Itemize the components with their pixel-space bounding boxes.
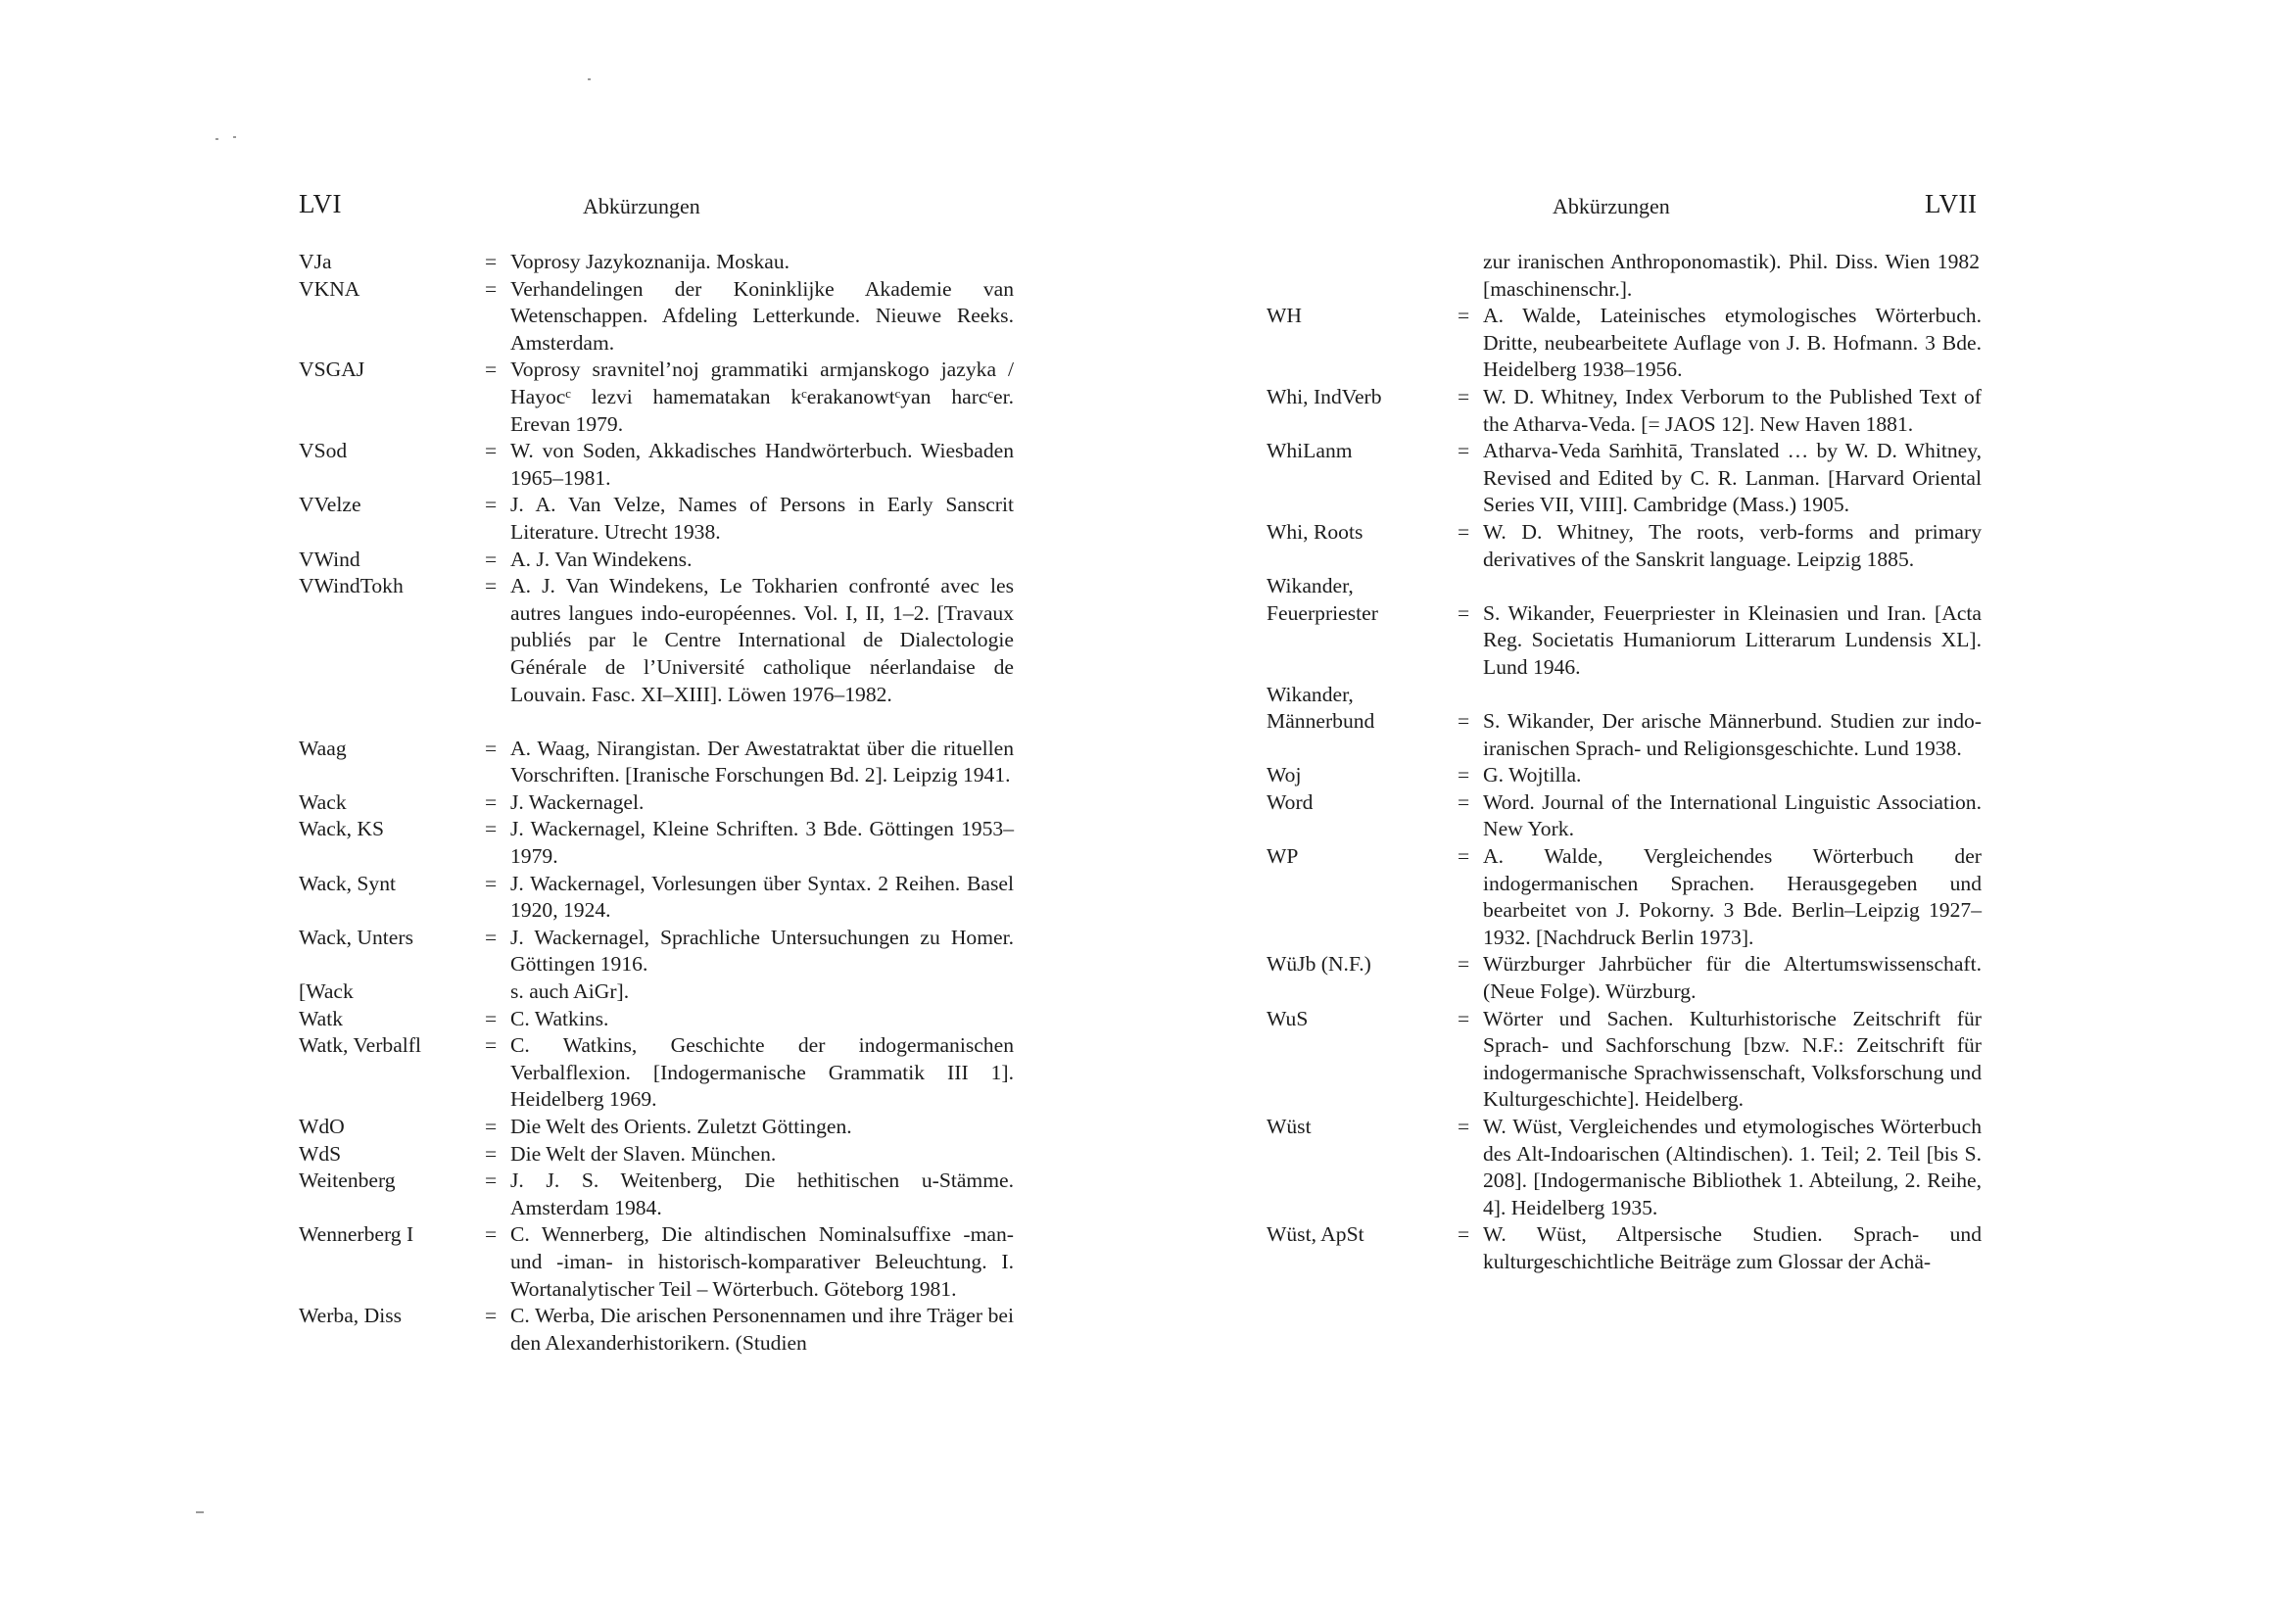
equals-sign: = [485,493,498,517]
entry-definition: C. Watkins. [510,1006,609,1030]
entry-wack-ks [299,816,1014,870]
equals-sign: = [1458,1006,1470,1030]
entry-definition: J. Wackernagel, Vorlesungen über Syntax. 2 Reihen. Basel 1920, 1924. [510,871,1014,923]
entry-abbr: WP [1267,844,1299,869]
equals-spacer [485,978,510,1006]
entry-definition: W. D. Whitney, Index Verborum to the Published Text of the Atharva-Veda. [= JAOS 12]. New Haven 1881. [1483,384,1982,436]
entry-abbr: Whi, IndVerb [1267,384,1382,408]
entry-abbr: VKNA [299,276,360,301]
entry-weitenberg [299,1168,1014,1221]
entry-abbr: Weitenberg [299,1169,396,1193]
entry-abbr: Watk [299,1006,344,1030]
entry-abbr: Wack, Unters [299,925,413,949]
entry-abbr: Wack, Synt [299,871,397,895]
entry-waag [299,736,1014,789]
entry-abbr: Watk, Verbalfl [299,1033,421,1058]
entry-watk-verbalfl [299,1032,1014,1114]
equals-sign: = [1458,709,1470,734]
entry-definition: G. Wojtilla. [1483,763,1582,787]
equals-sign: = [1458,1115,1470,1138]
entry-definition: S. Wikander, Feuerpriester in Kleinasien und Iran. [Acta Reg. Societatis Humaniorum Litterarum Lundensis XL]. Lund 1946. [1483,600,1982,679]
entry-definition: A. Walde, Vergleichendes Wörterbuch der indogermanischen Sprachen. Herausgegeben und bearbeitet von J. Pokorny. 3 Bde. Berlin–Leipzig 1927–1932. [Nachdruck Berlin 1973]. [1483,844,1982,949]
entry-vsgaj [299,357,1014,438]
entry-abbr: Wüst [1267,1115,1312,1138]
entry-definition: W. D. Whitney, The roots, verb-forms and primary derivatives of the Sanskrit language. Leipzig 1885. [1483,519,1982,571]
entry-abbr: WdS [299,1141,342,1166]
entry-abbr: [Wack [299,979,354,1004]
abbreviation-list [1267,249,1982,1276]
entry-definition: J. Wackernagel, Kleine Schriften. 3 Bde. Göttingen 1953–1979. [510,817,1014,869]
entry-word [1267,789,1982,843]
equals-sign: = [485,276,498,301]
equals-sign: = [485,817,498,841]
equals-sign: = [485,574,498,598]
equals-sign: = [1458,384,1470,408]
equals-sign: = [1458,952,1470,977]
entry-wennerberg [299,1221,1014,1303]
entry-wds [299,1141,1014,1169]
page-number: LVII [1925,189,1978,218]
entry-definition: Würzburger Jahrbücher für die Altertumswissenschaft. (Neue Folge). Würzburg. [1483,952,1982,1004]
entry-abbr: Wack [299,789,347,814]
entry-wh [1267,303,1982,384]
entry-definition: Wörter und Sachen. Kulturhistorische Zeitschrift für Sprach- und Sachforschung [bzw. N.F.: Zeitschrift für indogermanische Sprachwissenschaft, Volksforschung und Kulturgeschichte]. Heidelberg. [1483,1006,1982,1112]
entry-wikander-feuerpriester [1267,573,1982,681]
entry-wujb [1267,951,1982,1005]
entry-definition: Verhandelingen der Koninklijke Akademie van Wetenschappen. Afdeling Letterkunde. Nieuwe Reeks. Amsterdam. [510,276,1014,355]
entry-vvelze [299,492,1014,546]
equals-sign: = [1458,789,1470,814]
entry-abbr: VWind [299,547,360,571]
equals-sign: = [1458,763,1470,787]
entry-vwind [299,547,1014,574]
entry-definition: J. Wackernagel, Sprachliche Untersuchungen zu Homer. Göttingen 1916. [510,925,1014,977]
entry-wack-synt [299,871,1014,925]
equals-sign: = [485,736,498,760]
equals-sign: = [485,358,498,382]
entry-vkna [299,276,1014,358]
entry-vja [299,249,1014,276]
entry-abbr: VSGAJ [299,358,365,382]
entry-wikander-maennerbund [1267,682,1982,763]
running-head: Abkürzungen [583,194,700,218]
entry-wack-unters [299,925,1014,978]
entry-definition: A. J. Van Windekens. [510,547,693,571]
equals-sign: = [485,1033,498,1058]
equals-sign: = [485,439,498,463]
entry-wuest-apst [1267,1221,1982,1275]
entry-werba-diss [299,1303,1014,1357]
entry-abbr: Wikander, Männerbund [1267,682,1375,734]
equals-sign: = [485,925,498,949]
entry-abbr: Wennerberg I [299,1222,414,1247]
entry-definition: J. A. Van Velze, Names of Persons in Early Sanscrit Literature. Utrecht 1938. [510,493,1014,544]
entry-definition: A. Walde, Lateinisches etymologisches Wörterbuch. Dritte, neubearbeitete Auflage von J. B. Hofmann. 3 Bde. Heidelberg 1938–1956. [1483,304,1982,382]
entry-definition: Die Welt der Slaven. München. [510,1141,777,1166]
entry-abbr: VJa [299,250,332,273]
entry-whi-indverb [1267,384,1982,438]
entry-abbr: VSod [299,439,348,463]
entry-definition: W. von Soden, Akkadisches Handwörterbuch. Wiesbaden 1965–1981. [510,439,1014,490]
entry-definition: s. auch AiGr]. [510,979,630,1004]
abbreviation-list [299,249,1014,1357]
entry-definition: Atharva-Veda Saṁhitā, Translated … by W. D. Whitney, Revised and Edited by C. R. Lanman. [Harvard Oriental Series VII, VIII]. Cambridge (Mass.) 1905. [1483,439,1982,517]
entry-abbr: WuS [1267,1006,1309,1030]
page-number: LVI [299,189,343,218]
entry-definition: Die Welt des Orients. Zuletzt Göttingen. [510,1115,852,1138]
entry-definition: A. Waag, Nirangistan. Der Awestatraktat über die rituellen Vorschriften. [Iranische Forschungen Bd. 2]. Leipzig 1941. [510,736,1014,787]
equals-sign: = [485,1222,498,1247]
entry-abbr: WhiLanm [1267,439,1353,463]
entry-definition: C. Werba, Die arischen Personennamen und ihre Träger bei den Alexanderhistorikern. (Studien [510,1304,1014,1355]
entry-abbr: Woj [1267,763,1302,787]
entry-abbr: WH [1267,304,1302,328]
entry-abbr: Wüst, ApSt [1267,1222,1364,1247]
entry-watk [299,1006,1014,1033]
equals-sign: = [1458,600,1470,625]
entry-abbr: VVelze [299,493,361,517]
equals-sign: = [1458,304,1470,328]
equals-sign: = [485,547,498,571]
equals-sign: = [1458,1222,1470,1247]
entry-whi-roots [1267,519,1982,573]
equals-sign: = [485,1169,498,1193]
entry-wus [1267,1006,1982,1114]
equals-sign: = [485,1141,498,1166]
entry-abbr: VWindTokh [299,574,404,598]
equals-sign: = [1458,519,1470,544]
entry-whilanm [1267,438,1982,519]
entry-definition: Voprosy Jazykoznanija. Moskau. [510,250,790,273]
entry-wack-see-also [299,978,1014,1006]
entry-vwindtokh [299,573,1014,708]
entry-abbr: Werba, Diss [299,1304,403,1328]
equals-sign: = [1458,439,1470,463]
entry-definition: J. J. S. Weitenberg, Die hethitischen u-Stämme. Amsterdam 1984. [510,1169,1014,1219]
entry-definition: C. Wennerberg, Die altindischen Nominalsuffixe -man- und -iman- in historisch-komparativer Beleuchtung. I. Wortanalytischer Teil – Wörterbuch. Göteborg 1981. [510,1222,1014,1301]
entry-vsod [299,438,1014,492]
entry-wp [1267,843,1982,951]
entry-definition: A. J. Van Windekens, Le Tokharien confronté avec les autres langues indo-européennes. Vol. I, II, 1–2. [Travaux publiés par le Centre International de Dialectologie Générale de l’Université catholique néerlandaise de Louvain. Fasc. XI–XIII]. Löwen 1976–1982. [510,574,1014,706]
entry-definition: C. Watkins, Geschichte der indogermanischen Verbalflexion. [Indogermanische Grammatik III 1]. Heidelberg 1969. [510,1033,1014,1112]
entry-definition: Voprosy sravnitel’noj grammatiki armjanskogo jazyka / Hayocᶜ lezvi hamematakan kᶜerakanowtᶜyan harcᶜer. Erevan 1979. [510,358,1014,436]
entry-abbr: Whi, Roots [1267,519,1363,544]
equals-sign: = [485,1115,498,1138]
equals-sign: = [485,1006,498,1030]
entry-definition: S. Wikander, Der arische Männerbund. Studien zur indo-iranischen Sprach- und Religionsgeschichte. Lund 1938. [1483,709,1982,760]
continued-definition: zur iranischen Anthroponomastik). Phil. Diss. Wien 1982 [maschinenschr.]. [1483,250,1980,301]
equals-sign: = [485,1304,498,1328]
entry-abbr: WdO [299,1115,345,1138]
equals-sign: = [485,871,498,895]
entry-definition: W. Wüst, Vergleichendes und etymologisches Wörterbuch des Alt-Indoarischen (Altindischen). 1. Teil; 2. Teil [bis S. 208]. [Indogermanische Bibliothek 1. Abteilung, 2. Reihe, 4]. Heidelberg 1935. [1483,1115,1982,1219]
right-page [1148,0,2296,1622]
equals-sign: = [1458,844,1470,869]
entry-abbr: Wikander, Feuerpriester [1267,574,1378,625]
entry-abbr: Word [1267,789,1314,814]
entry-abbr: Wack, KS [299,817,385,841]
entry-woj [1267,762,1982,789]
entry-wack [299,789,1014,817]
entry-abbr: Waag [299,736,347,760]
equals-sign: = [485,250,498,273]
entry-definition: J. Wackernagel. [510,789,645,814]
entry-wuest [1267,1114,1982,1221]
entry-definition: W. Wüst, Altpersische Studien. Sprach- und kulturgeschichtliche Beiträge zum Glossar der Achä- [1483,1222,1982,1273]
entry-abbr: WüJb (N.F.) [1267,952,1371,977]
equals-sign: = [485,789,498,814]
entry-wdo [299,1114,1014,1141]
entry-definition: Word. Journal of the International Linguistic Association. New York. [1483,789,1982,841]
running-head: Abkürzungen [1553,194,1670,218]
